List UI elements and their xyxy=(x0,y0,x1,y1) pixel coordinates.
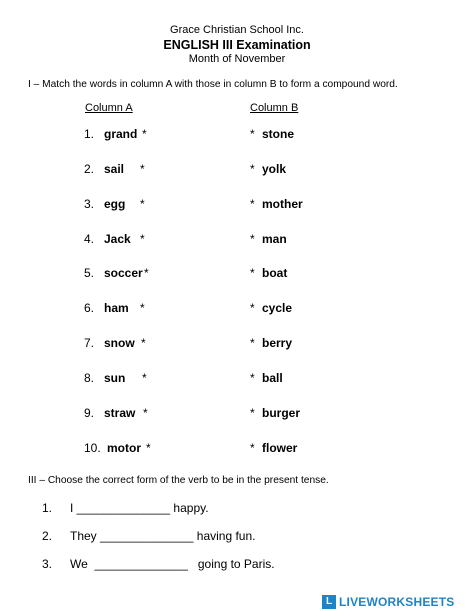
match-point-a[interactable]: * xyxy=(140,232,145,246)
item-number: 3. xyxy=(84,197,95,211)
liveworksheets-brand[interactable]: LIVEWORKSHEETS xyxy=(339,595,455,609)
exam-month: Month of November xyxy=(188,53,286,65)
item-number: 5. xyxy=(84,266,95,280)
match-row xyxy=(0,371,474,391)
school-name: Grace Christian School Inc. xyxy=(170,24,304,36)
match-row xyxy=(0,197,474,217)
item-number: 10. xyxy=(84,441,101,455)
item-number: 1. xyxy=(42,501,53,515)
match-point-b[interactable]: * xyxy=(250,266,255,280)
match-row xyxy=(0,266,474,286)
item-number: 8. xyxy=(84,371,95,385)
match-point-b[interactable]: * xyxy=(250,197,255,211)
column-a-heading: Column A xyxy=(85,102,133,114)
column-a-word: motor xyxy=(107,441,141,455)
item-number: 9. xyxy=(84,406,95,420)
column-a-word: sail xyxy=(104,162,125,176)
footer xyxy=(0,593,474,611)
match-row xyxy=(0,406,474,426)
column-a-word: Jack xyxy=(104,232,131,246)
match-row xyxy=(0,162,474,182)
match-point-b[interactable]: * xyxy=(250,232,255,246)
match-point-b[interactable]: * xyxy=(250,127,255,141)
liveworksheets-logo-icon: L xyxy=(322,595,336,609)
column-a-word: ham xyxy=(104,301,129,315)
column-b-word: stone xyxy=(262,127,295,141)
column-a-word: egg xyxy=(104,197,126,211)
item-number: 4. xyxy=(84,232,95,246)
column-b-word: boat xyxy=(262,266,288,280)
item-number: 2. xyxy=(84,162,95,176)
column-a-word: straw xyxy=(104,406,136,420)
column-b-word: cycle xyxy=(262,301,293,315)
item-number: 6. xyxy=(84,301,95,315)
column-b-heading: Column B xyxy=(250,102,299,114)
match-point-b[interactable]: * xyxy=(250,162,255,176)
match-point-b[interactable]: * xyxy=(250,336,255,350)
match-point-a[interactable]: * xyxy=(141,336,146,350)
match-point-b[interactable]: * xyxy=(250,301,255,315)
column-b-word: mother xyxy=(262,197,303,211)
match-point-a[interactable]: * xyxy=(142,371,147,385)
section2-instruction: III – Choose the correct form of the verb to be in the present tense. xyxy=(28,475,329,486)
match-point-a[interactable]: * xyxy=(142,127,147,141)
column-a-word: grand xyxy=(104,127,138,141)
column-b-word: man xyxy=(262,232,287,246)
match-row xyxy=(0,336,474,356)
match-point-b[interactable]: * xyxy=(250,441,255,455)
fill-sentence[interactable]: I ______________ happy. xyxy=(70,501,209,515)
match-point-a[interactable]: * xyxy=(146,441,151,455)
match-point-a[interactable]: * xyxy=(144,266,149,280)
section1-instruction: I – Match the words in column A with those in column B to form a compound word. xyxy=(28,79,398,90)
column-b-word: flower xyxy=(262,441,298,455)
column-a-word: soccer xyxy=(104,266,143,280)
match-row xyxy=(0,301,474,321)
match-row xyxy=(0,127,474,147)
fill-sentence[interactable]: They ______________ having fun. xyxy=(70,529,256,543)
exam-title: ENGLISH III Examination xyxy=(163,38,311,52)
match-point-a[interactable]: * xyxy=(140,197,145,211)
match-row xyxy=(0,232,474,252)
match-point-a[interactable]: * xyxy=(140,162,145,176)
match-point-b[interactable]: * xyxy=(250,371,255,385)
column-a-word: snow xyxy=(104,336,135,350)
item-number: 3. xyxy=(42,557,53,571)
fill-sentence[interactable]: We ______________ going to Paris. xyxy=(70,557,275,571)
column-b-word: berry xyxy=(262,336,293,350)
match-row xyxy=(0,441,474,461)
match-point-b[interactable]: * xyxy=(250,406,255,420)
match-point-a[interactable]: * xyxy=(140,301,145,315)
item-number: 7. xyxy=(84,336,95,350)
item-number: 2. xyxy=(42,529,53,543)
column-b-word: yolk xyxy=(262,162,287,176)
column-b-word: burger xyxy=(262,406,301,420)
match-point-a[interactable]: * xyxy=(143,406,148,420)
column-a-word: sun xyxy=(104,371,126,385)
item-number: 1. xyxy=(84,127,95,141)
column-b-word: ball xyxy=(262,371,283,385)
